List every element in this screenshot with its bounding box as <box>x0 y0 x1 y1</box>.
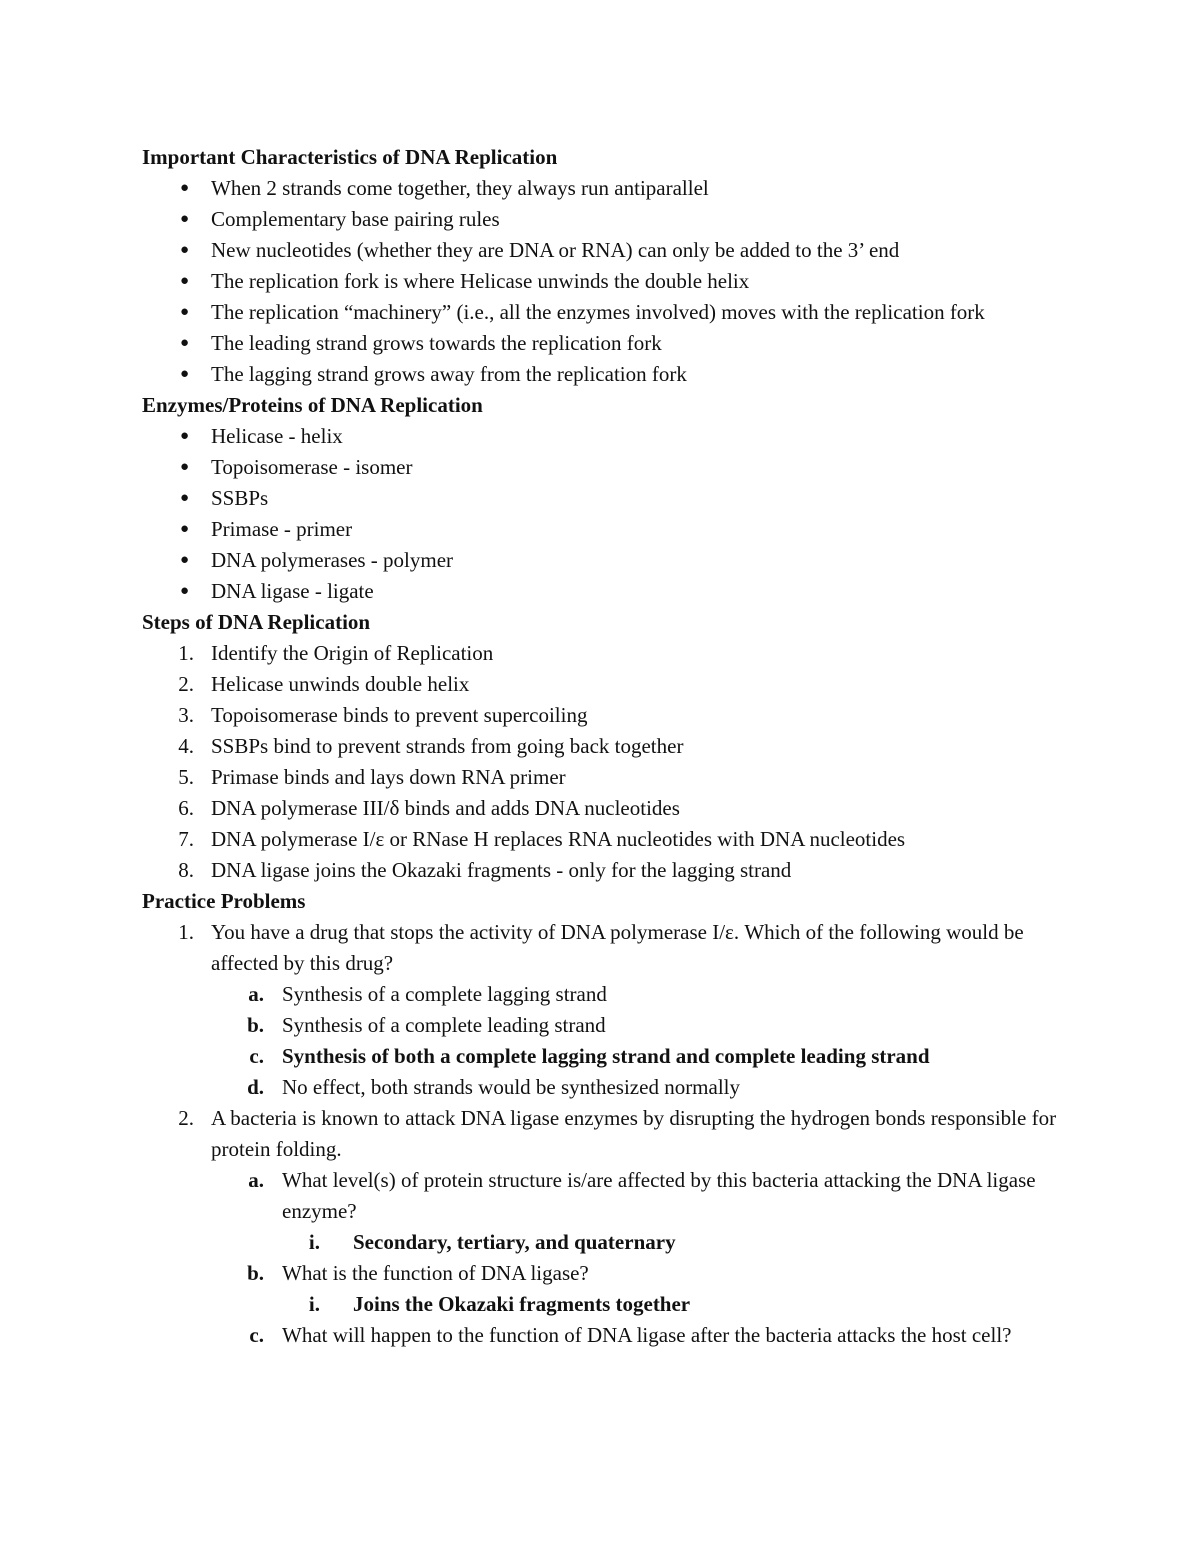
bullet-icon: ● <box>180 428 190 444</box>
list-item: ● The replication “machinery” (i.e., all the enzymes involved) moves with the replication fork <box>142 297 1062 328</box>
option-letter: a. <box>248 982 264 1006</box>
section-heading-enzymes: Enzymes/Proteins of DNA Replication <box>142 393 483 417</box>
document-content <box>142 142 1062 1351</box>
list-item: ● Primase - primer <box>142 514 1062 545</box>
option-letter: b. <box>247 1261 264 1285</box>
list-item: 2. Helicase unwinds double helix <box>142 669 1062 700</box>
sub-question: c. What will happen to the function of DNA ligase after the bacteria attacks the host cell? <box>142 1320 1062 1351</box>
bullet-icon: ● <box>180 180 190 196</box>
list-item: ● The leading strand grows towards the replication fork <box>142 328 1062 359</box>
list-item: 8. DNA ligase joins the Okazaki fragments - only for the lagging strand <box>142 855 1062 886</box>
roman-numeral: i. <box>308 1230 320 1254</box>
list-item: 7. DNA polymerase I/ε or RNase H replaces RNA nucleotides with DNA nucleotides <box>142 824 1062 855</box>
list-number: 1. <box>178 641 194 665</box>
list-number: 2. <box>178 1106 194 1130</box>
list-item: ● Helicase - helix <box>142 421 1062 452</box>
section-heading-practice: Practice Problems <box>142 889 306 913</box>
sub-answer: i. Secondary, tertiary, and quaternary <box>142 1227 1062 1258</box>
list-item: 1. Identify the Origin of Replication <box>142 638 1062 669</box>
enzymes-list <box>142 421 1062 607</box>
bullet-icon: ● <box>180 459 190 475</box>
bullet-icon: ● <box>180 335 190 351</box>
sub-answer: i. Joins the Okazaki fragments together <box>142 1289 1062 1320</box>
bullet-icon: ● <box>180 366 190 382</box>
list-number: 6. <box>178 796 194 820</box>
bullet-icon: ● <box>180 490 190 506</box>
list-number: 1. <box>178 920 194 944</box>
question-1: 1. You have a drug that stops the activity of DNA polymerase I/ε. Which of the following would be affected by this drug? <box>142 917 1062 979</box>
bullet-icon: ● <box>180 304 190 320</box>
list-item: 5. Primase binds and lays down RNA primer <box>142 762 1062 793</box>
list-item: ● The lagging strand grows away from the replication fork <box>142 359 1062 390</box>
list-item: ● New nucleotides (whether they are DNA or RNA) can only be added to the 3’ end <box>142 235 1062 266</box>
sub-question: b. What is the function of DNA ligase? <box>142 1258 1062 1289</box>
list-item: 3. Topoisomerase binds to prevent supercoiling <box>142 700 1062 731</box>
answer-option: a. Synthesis of a complete lagging strand <box>142 979 1062 1010</box>
answer-option: b. Synthesis of a complete leading strand <box>142 1010 1062 1041</box>
list-number: 4. <box>178 734 194 758</box>
list-item: ● Topoisomerase - isomer <box>142 452 1062 483</box>
question-2: 2. A bacteria is known to attack DNA ligase enzymes by disrupting the hydrogen bonds responsible for protein folding. <box>142 1103 1062 1165</box>
bullet-icon: ● <box>180 583 190 599</box>
list-item: ● DNA ligase - ligate <box>142 576 1062 607</box>
list-item: ● The replication fork is where Helicase unwinds the double helix <box>142 266 1062 297</box>
option-letter: c. <box>249 1044 264 1068</box>
practice-list <box>142 917 1062 1351</box>
list-item: ● SSBPs <box>142 483 1062 514</box>
bullet-icon: ● <box>180 273 190 289</box>
option-letter: a. <box>248 1168 264 1192</box>
bullet-icon: ● <box>180 521 190 537</box>
characteristics-list <box>142 173 1062 390</box>
list-number: 2. <box>178 672 194 696</box>
list-number: 8. <box>178 858 194 882</box>
bullet-icon: ● <box>180 552 190 568</box>
answer-option: d. No effect, both strands would be synthesized normally <box>142 1072 1062 1103</box>
list-number: 7. <box>178 827 194 851</box>
list-item: ● When 2 strands come together, they always run antiparallel <box>142 173 1062 204</box>
list-number: 5. <box>178 765 194 789</box>
option-letter: d. <box>247 1075 264 1099</box>
section-heading-steps: Steps of DNA Replication <box>142 610 371 634</box>
bullet-icon: ● <box>180 242 190 258</box>
answer-option-correct: c. Synthesis of both a complete lagging strand and complete leading strand <box>142 1041 1062 1072</box>
list-item: 4. SSBPs bind to prevent strands from going back together <box>142 731 1062 762</box>
steps-list <box>142 638 1062 886</box>
bullet-icon: ● <box>180 211 190 227</box>
section-heading-characteristics: Important Characteristics of DNA Replication <box>142 145 558 169</box>
option-letter: c. <box>249 1323 264 1347</box>
list-number: 3. <box>178 703 194 727</box>
list-item: ● Complementary base pairing rules <box>142 204 1062 235</box>
list-item: 6. DNA polymerase III/δ binds and adds DNA nucleotides <box>142 793 1062 824</box>
option-letter: b. <box>247 1013 264 1037</box>
list-item: ● DNA polymerases - polymer <box>142 545 1062 576</box>
sub-question: a. What level(s) of protein structure is/are affected by this bacteria attacking the DNA ligase enzyme? <box>142 1165 1062 1227</box>
roman-numeral: i. <box>308 1292 320 1316</box>
